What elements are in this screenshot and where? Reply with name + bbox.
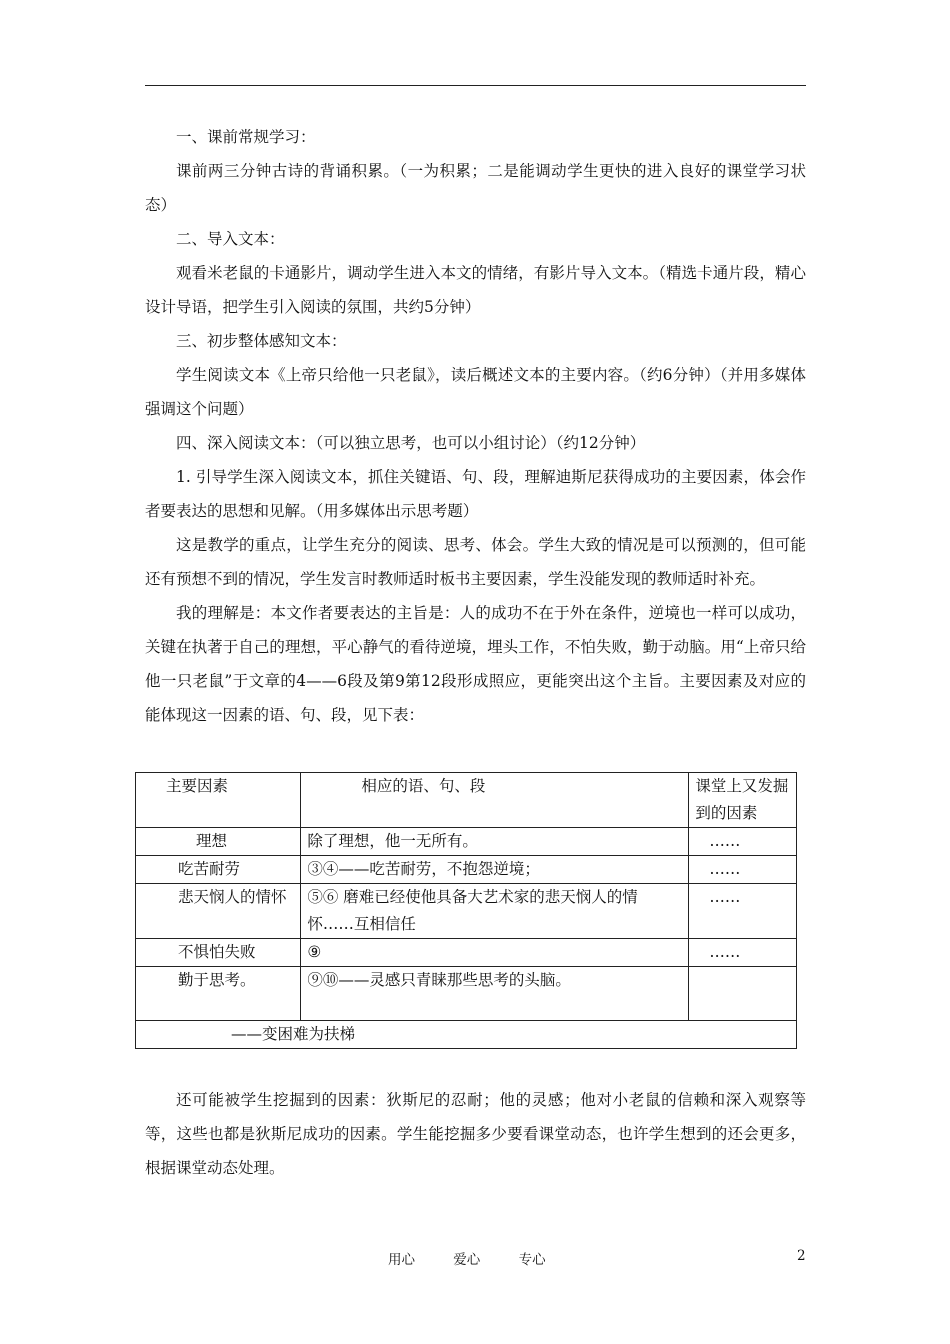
header-rule	[145, 85, 806, 86]
table-cell: ……	[689, 884, 797, 939]
section-heading: 三、初步整体感知文本：	[176, 332, 347, 350]
page-number: 2	[797, 1248, 806, 1264]
section-text: 观看米老鼠的卡通影片，调动学生进入本文的情绪，有影片导入文本。（精选卡通片段，精心设计导语，把学生引入阅读的氛围，共约5分钟）	[145, 264, 806, 316]
document-body	[145, 120, 806, 1185]
table-row	[136, 884, 797, 939]
page-footer	[0, 1248, 950, 1270]
table-header-cell: 相应的语、句、段	[301, 773, 689, 828]
paragraph: 1. 引导学生深入阅读文本，抓住关键语、句、段，理解迪斯尼获得成功的主要因素，体会作者要表达的思想和见解。（用多媒体出示思考题）	[145, 468, 806, 520]
table-cell: ……	[689, 939, 797, 967]
factors-table	[135, 772, 797, 1049]
table-cell: ……	[689, 828, 797, 856]
section-text: 课前两三分钟古诗的背诵积累。（一为积累；二是能调动学生更快的进入良好的课堂学习状态）	[145, 162, 806, 214]
table-cell: ⑨	[301, 939, 689, 967]
table-footer-row	[136, 1021, 797, 1049]
table-row	[136, 856, 797, 884]
footer-motto	[388, 1248, 580, 1268]
table-row	[136, 967, 797, 1021]
table-cell: 勤于思考。	[136, 967, 301, 1021]
footer-item: 专心	[518, 1252, 546, 1268]
paragraph: 我的理解是：本文作者要表达的主旨是：人的成功不在于外在条件，逆境也一样可以成功，关键在执著于自己的理想，平心静气的看待逆境，埋头工作，不怕失败，勤于动脑。用“上帝只给他一只老鼠”于文章的4——6段及第9第12段形成照应，更能突出这个主旨。主要因素及对应的能体现这一因素的语、句、段，见下表：	[145, 604, 806, 724]
section-heading: 二、导入文本：	[176, 230, 285, 248]
table-cell: ……	[689, 856, 797, 884]
table-cell	[689, 967, 797, 1021]
section-heading: 一、课前常规学习：	[176, 128, 316, 146]
footer-item: 用心	[388, 1252, 415, 1268]
table-cell: 吃苦耐劳	[136, 856, 301, 884]
table-row	[136, 828, 797, 856]
footer-item: 爱心	[453, 1252, 481, 1268]
table-cell: 悲天悯人的情怀	[136, 884, 301, 939]
paragraph: 这是教学的重点，让学生充分的阅读、思考、体会。学生大致的情况是可以预测的，但可能还有预想不到的情况，学生发言时教师适时板书主要因素，学生没能发现的教师适时补充。	[145, 536, 806, 588]
table-cell: ⑤⑥ 磨难已经使他具备大艺术家的悲天悯人的情怀……互相信任	[301, 884, 689, 939]
table-cell: 理想	[136, 828, 301, 856]
table-cell: ③④——吃苦耐劳，不抱怨逆境；	[301, 856, 689, 884]
paragraph: 还可能被学生挖掘到的因素：狄斯尼的忍耐；他的灵感；他对小老鼠的信赖和深入观察等等，这些也都是狄斯尼成功的因素。学生能挖掘多少要看课堂动态，也许学生想到的还会更多，根据课堂动态处理。	[145, 1091, 806, 1177]
section-heading: 四、深入阅读文本：（可以独立思考，也可以小组讨论）（约12分钟）	[176, 434, 646, 452]
table-header-row	[136, 773, 797, 828]
table-footer-cell: ——变困难为扶梯	[136, 1021, 797, 1049]
section-text: 学生阅读文本《上帝只给他一只老鼠》，读后概述文本的主要内容。（约6分钟）（并用多媒体强调这个问题）	[145, 366, 806, 418]
table-header-cell: 主要因素	[136, 773, 301, 828]
table-row	[136, 939, 797, 967]
table-cell: 除了理想，他一无所有。	[301, 828, 689, 856]
table-header-cell: 课堂上又发掘到的因素	[689, 773, 797, 828]
table-cell: 不惧怕失败	[136, 939, 301, 967]
table-cell: ⑨⑩——灵感只青睐那些思考的头脑。	[301, 967, 689, 1021]
